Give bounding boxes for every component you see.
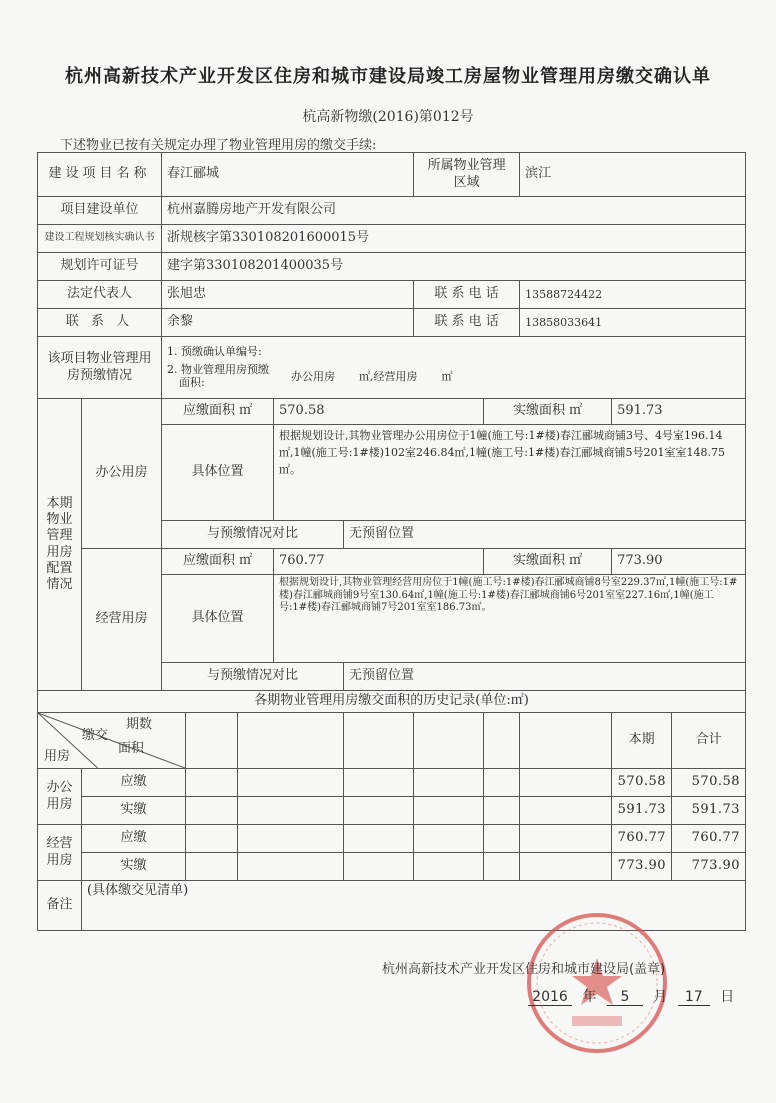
history-actual-label-2: 实缴 [82,853,186,881]
current-config-label-1: 本期 [46,495,73,511]
business-compare-value: 无预留位置 [344,663,746,691]
issue-month: 5 [607,989,643,1006]
current-config-label-5: 配置 [46,560,73,576]
history-business-label-2: 用房 [46,852,73,868]
history-current-header: 本期 [612,713,672,769]
current-config-label-3: 管理 [46,528,73,544]
prepay-details [162,337,746,399]
history-period-col-6 [520,713,612,769]
legal-rep-label: 法定代表人 [38,281,162,309]
office-compare-value: 无预留位置 [344,521,746,549]
prepay-line2 [167,363,740,389]
document-title: 杭州高新技术产业开发区住房和城市建设局竣工房屋物业管理用房缴交确认单 [65,66,711,87]
legal-phone-label: 联 系 电 话 [414,281,520,309]
office-location-label: 具体位置 [162,425,274,521]
history-office-actual-current: 591.73 [612,797,672,825]
history-required-label: 应缴 [82,769,186,797]
permit-value: 建字第330108201400035号 [162,253,746,281]
history-actual-label: 实缴 [82,797,186,825]
management-area-label-line2: 区域 [453,174,480,190]
history-business-label [38,825,82,881]
office-compare-label: 与预缴情况对比 [162,521,344,549]
issue-month-unit: 月 [653,989,668,1005]
remarks-label: 备注 [38,881,82,931]
row-history-header [38,713,746,769]
history-business-actual-current: 773.90 [612,853,672,881]
contact-label: 联 系 人 [38,309,162,337]
row-plan-confirm [38,225,746,253]
row-history-business-actual [38,853,746,881]
issue-year-unit: 年 [582,989,597,1005]
intro-text: 下述物业已按有关规定办理了物业管理用房的缴交手续: [60,138,377,153]
issue-date [528,986,740,1006]
office-label: 办公用房 [82,399,162,549]
history-office-required-current: 570.58 [612,769,672,797]
plan-confirm-value: 浙规核字第330108201600015号 [162,225,746,253]
history-required-label-2: 应缴 [82,825,186,853]
prepay-unit-1: ㎡,经营用房 [359,369,418,383]
business-actual-label: 实缴面积 ㎡ [484,549,612,575]
legal-rep-value: 张旭忠 [162,281,414,309]
issuer-signature: 杭州高新技术产业开发区住房和城市建设局(盖章) [382,962,666,977]
prepay-unit-2: ㎡ [441,369,453,383]
official-seal-stamp [522,908,672,1058]
permit-label: 规划许可证号 [38,253,162,281]
current-config-label [38,399,82,691]
history-business-actual-total: 773.90 [672,853,746,881]
row-permit [38,253,746,281]
row-prepay [38,337,746,399]
office-required-value: 570.58 [274,399,484,425]
row-office-area [38,399,746,425]
document-number: 杭高新物缴(2016)第012号 [302,109,474,125]
business-location-value: 根据规划设计,其物业管理经营用房位于1幢(施工号:1#楼)春江郦城商铺8号室229.37㎡,1幢(施工号:1#楼)春江郦城商铺9号室130.64㎡,1幢(施工号:1#楼)春江郦城商铺6号201室室227.16㎡,1幢(施工号:1#楼)春江郦城商铺7号201室室186.73㎡。 [274,575,746,663]
history-total-header: 合计 [672,713,746,769]
row-legal-rep [38,281,746,309]
office-actual-label: 实缴面积 ㎡ [484,399,612,425]
office-required-label: 应缴面积 ㎡ [162,399,274,425]
history-business-label-1: 经营 [46,836,73,852]
issue-day-unit: 日 [720,989,735,1005]
business-required-value: 760.77 [274,549,484,575]
contact-phone-label: 联 系 电 话 [414,309,520,337]
history-period-col-4 [414,713,484,769]
prepay-label-line2: 房预缴情况 [67,367,133,383]
management-area-label [414,153,520,197]
row-history-office-required [38,769,746,797]
issue-day: 17 [678,989,710,1006]
row-builder [38,197,746,225]
office-actual-value: 591.73 [612,399,746,425]
management-area-value: 滨江 [520,153,746,197]
row-history-office-actual [38,797,746,825]
history-office-label-1: 办公 [46,780,73,796]
history-period-col-2 [238,713,344,769]
business-required-label: 应缴面积 ㎡ [162,549,274,575]
builder-value: 杭州嘉腾房地产开发有限公司 [162,197,746,225]
history-office-actual-total: 591.73 [672,797,746,825]
prepay-label [38,337,162,399]
business-label: 经营用房 [82,549,162,691]
management-area-label-line1: 所属物业管理 [427,158,506,174]
history-period-col-1 [186,713,238,769]
issue-year: 2016 [528,989,572,1006]
office-location-value: 根据规划设计,其物业管理办公用房位于1幢(施工号:1#楼)春江郦城商铺3号、4号室196.14㎡,1幢(施工号:1#楼)102室246.84㎡,1幢(施工号:1#楼)春江郦城商铺5号201室室148.75㎡。 [274,425,746,521]
project-name-label: 建设项目名称 [38,153,162,197]
diag-mianji: 面积 [118,741,145,756]
diag-yongfang: 用房 [44,749,71,764]
prepay-area-caption-a: 2. 物业管理用房预缴 [167,363,270,377]
business-location-label: 具体位置 [162,575,274,663]
prepay-line1: 1. 预缴确认单编号: [167,345,262,359]
history-office-required-total: 570.58 [672,769,746,797]
row-project-name [38,153,746,197]
history-period-col-3 [344,713,414,769]
prepay-area-caption-b: 面积: [179,376,205,390]
contact-phone-value: 13858033641 [520,309,746,337]
current-config-label-4: 用房 [46,544,73,560]
row-history-business-required [38,825,746,853]
row-business-area [38,549,746,575]
remarks-value: (具体缴交见清单) [82,881,746,931]
row-contact [38,309,746,337]
history-office-label-2: 用房 [46,796,73,812]
builder-label: 项目建设单位 [38,197,162,225]
business-compare-label: 与预缴情况对比 [162,663,344,691]
contact-value: 余黎 [162,309,414,337]
diag-jiaojiao: 缴交 [82,728,109,743]
current-config-label-6: 情况 [46,577,73,592]
row-history-title [38,691,746,713]
business-actual-value: 773.90 [612,549,746,575]
project-name-value: 春江郦城 [162,153,414,197]
history-title: 各期物业管理用房缴交面积的历史记录(单位:㎡) [38,691,746,713]
history-office-label [38,769,82,825]
diag-qishu: 期数 [126,717,153,732]
history-diagonal-header [38,713,186,769]
current-config-label-2: 物业 [46,512,73,527]
confirmation-form [37,152,746,931]
prepay-area-caption [167,363,269,389]
history-business-required-total: 760.77 [672,825,746,853]
prepay-office-text: 办公用房 [291,369,336,383]
legal-phone-value: 13588724422 [520,281,746,309]
plan-confirm-label: 建设工程规划核实确认书 [38,225,162,253]
history-business-required-current: 760.77 [612,825,672,853]
prepay-label-line1: 该项目物业管理用 [47,351,152,367]
history-period-col-5 [484,713,520,769]
